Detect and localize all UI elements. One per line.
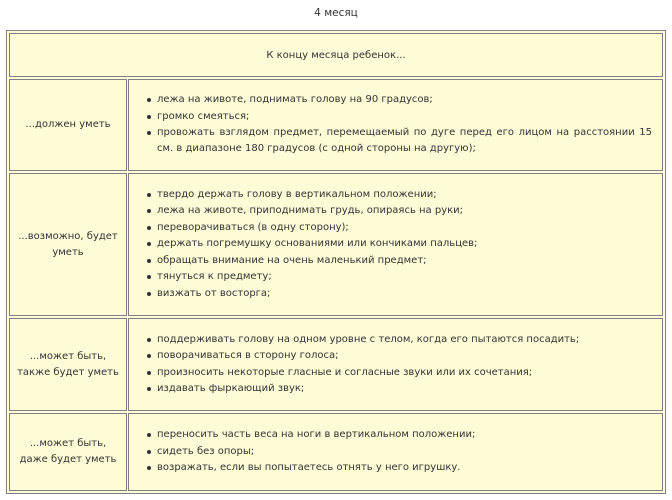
list-item: издавать фыркающий звук; [157,381,652,397]
list-item: провожать взглядом предмет, перемещаемый по дуге перед его лицом на расстоянии 15 см. в диапазоне 180 градусов (с одной стороны на другую); [157,125,652,158]
list-item: обращать внимание на очень маленький предмет; [157,253,652,269]
skills-list [147,187,652,302]
list-item: произносить некоторые гласные и согласные звуки или их сочетания; [157,365,652,381]
row-content-maybe-even [128,413,663,491]
row-label-possibly: ...возможно, будет уметь [9,173,127,316]
list-item: возражать, если вы попытаетесь отнять у него игрушку. [157,460,652,476]
list-item: держать погремушку основаниями или кончиками пальцев; [157,236,652,252]
page-title: 4 месяц [314,7,358,19]
list-item: громко смеяться; [157,109,652,125]
row-label-must: ...должен уметь [9,79,127,171]
skills-list [147,332,652,398]
list-item: переворачиваться (в одну сторону); [157,220,652,236]
list-item: лежа на животе, поднимать голову на 90 градусов; [157,92,652,108]
skills-list [147,92,652,158]
row-label-maybe-also: ...может быть, также будет уметь [9,318,127,411]
row-label-maybe-even: ...может быть, даже будет уметь [9,413,127,491]
list-item: поворачиваться в сторону голоса; [157,348,652,364]
list-item: лежа на животе, приподнимать грудь, опираясь на руки; [157,203,652,219]
table-header: К концу месяца ребенок... [9,33,663,77]
list-item: твердо держать голову в вертикальном положении; [157,187,652,203]
row-content-must [128,79,663,171]
row-content-possibly [128,173,663,316]
list-item: тянуться к предмету; [157,269,652,285]
skills-list [147,427,652,476]
list-item: сидеть без опоры; [157,444,652,460]
list-item: поддерживать голову на одном уровне с телом, когда его пытаются посадить; [157,332,652,348]
list-item: визжать от восторга; [157,286,652,302]
milestones-table [6,30,666,494]
list-item: переносить часть веса на ноги в вертикальном положении; [157,427,652,443]
row-content-maybe-also [128,318,663,411]
